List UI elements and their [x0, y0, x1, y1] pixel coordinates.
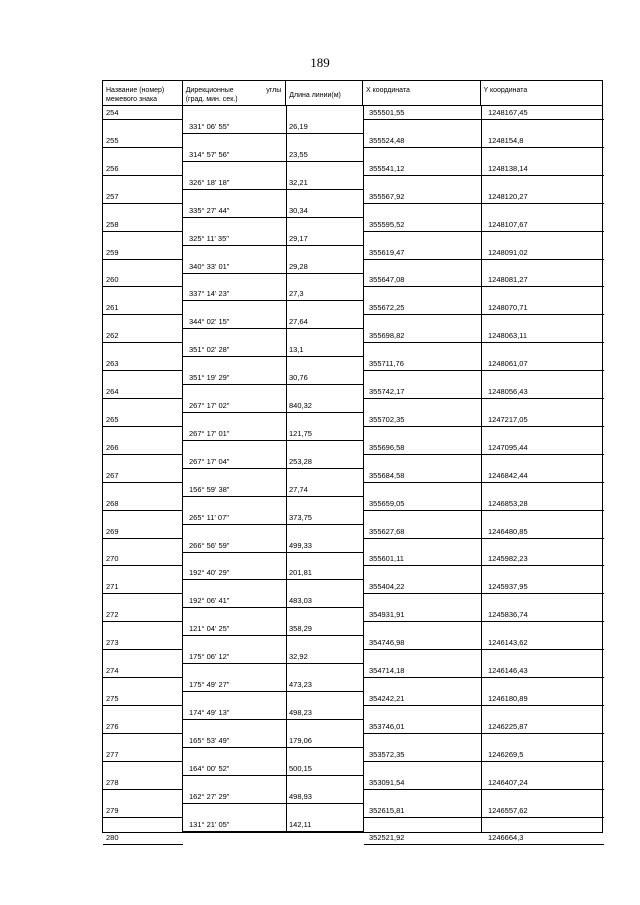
point-name: 268	[106, 498, 119, 508]
segment-row	[103, 511, 602, 525]
y-coordinate: 1248107,67	[488, 219, 528, 229]
segment-row	[103, 315, 602, 329]
line-length: 32,92	[289, 652, 308, 662]
x-coordinate: 354714,18	[369, 666, 405, 675]
direction-angle: 165° 53' 49"	[189, 735, 230, 745]
y-coordinate: 1246664,3	[488, 833, 524, 843]
point-row	[103, 441, 602, 455]
x-coordinate: 354242,21	[369, 693, 405, 703]
y-coordinate: 1246146,43	[488, 666, 528, 675]
direction-angle: 314° 57' 56"	[189, 149, 230, 159]
segment-row	[103, 120, 602, 134]
line-length: 498,93	[289, 791, 312, 801]
header-line-length: Длина линии(м)	[286, 81, 363, 105]
y-coordinate: 1246143,62	[488, 638, 528, 648]
point-row	[103, 357, 602, 371]
point-row	[103, 190, 602, 204]
direction-angle: 164° 00' 52"	[189, 763, 230, 773]
x-coordinate: 355672,25	[369, 303, 405, 313]
row-line	[183, 273, 364, 274]
row-line	[364, 844, 604, 845]
point-name: 270	[106, 554, 119, 564]
x-coordinate: 355696,58	[369, 442, 405, 452]
row-line	[183, 635, 364, 636]
x-coordinate: 355698,82	[369, 331, 405, 341]
point-row	[103, 385, 602, 399]
segment-row	[103, 343, 602, 357]
row-line	[183, 189, 364, 190]
header-point-name-line1: Название (номер)	[106, 87, 165, 94]
y-coordinate: 1248091,02	[488, 247, 528, 257]
x-coordinate: 353572,35	[369, 749, 405, 759]
point-name: 279	[106, 805, 119, 815]
y-coordinate: 1248061,07	[488, 359, 528, 369]
coordinates-table	[102, 80, 603, 843]
line-length: 29,28	[289, 261, 308, 271]
line-length: 500,15	[289, 763, 312, 773]
point-name: 272	[106, 610, 119, 620]
point-row	[103, 720, 602, 734]
y-coordinate: 1246557,62	[488, 805, 528, 815]
line-length: 121,75	[289, 428, 312, 438]
x-coordinate: 354931,91	[369, 610, 405, 620]
y-coordinate: 1248056,43	[488, 387, 528, 396]
x-coordinate: 354746,98	[369, 638, 405, 648]
x-coordinate: 355404,22	[369, 582, 405, 592]
point-row	[103, 608, 602, 622]
x-coordinate: 355619,47	[369, 247, 405, 257]
line-length: 358,29	[289, 624, 312, 634]
direction-angle: 337° 14' 23"	[189, 289, 230, 299]
point-row	[103, 692, 602, 706]
point-row	[103, 329, 602, 343]
direction-angle: 162° 27' 29"	[189, 791, 230, 801]
row-line	[183, 775, 364, 776]
segment-row	[103, 204, 602, 218]
header-angle-line2: (град. мин. сек.)	[185, 96, 238, 103]
row-line	[183, 133, 364, 134]
point-name: 275	[106, 693, 119, 703]
direction-angle: 267° 17' 04"	[189, 456, 230, 466]
page-number: 189	[310, 55, 330, 70]
y-coordinate: 1246269,5	[488, 749, 524, 759]
segment-row	[103, 483, 602, 497]
point-name: 256	[106, 163, 119, 173]
point-row	[103, 664, 602, 678]
point-name: 260	[106, 275, 119, 285]
segment-row	[103, 176, 602, 190]
x-coordinate: 355501,55	[369, 108, 405, 117]
x-coordinate: 355595,52	[369, 219, 405, 229]
row-line	[183, 747, 364, 748]
point-name: 255	[106, 135, 119, 145]
line-length: 483,03	[289, 596, 312, 606]
point-row	[103, 246, 602, 260]
point-name: 267	[106, 470, 119, 480]
point-row	[103, 106, 602, 120]
line-length: 27,64	[289, 317, 308, 327]
x-coordinate: 353091,54	[369, 777, 405, 787]
direction-angle: 267° 17' 01"	[189, 428, 230, 438]
line-length: 32,21	[289, 177, 308, 187]
segment-row	[103, 287, 602, 301]
x-coordinate: 352521,92	[369, 833, 405, 843]
point-row	[103, 831, 602, 845]
line-length: 29,17	[289, 233, 308, 243]
point-row	[103, 162, 602, 176]
point-row	[103, 301, 602, 315]
segment-row	[103, 790, 602, 804]
y-coordinate: 1246853,28	[488, 498, 528, 508]
point-name: 263	[106, 359, 119, 369]
point-row	[103, 636, 602, 650]
line-length: 373,75	[289, 512, 312, 522]
x-coordinate: 355742,17	[369, 387, 405, 396]
y-coordinate: 1248167,45	[488, 108, 528, 117]
header-x-coordinate: X координата	[363, 81, 481, 105]
y-coordinate: 1248063,11	[488, 331, 528, 341]
direction-angle: 175° 49' 27"	[189, 680, 230, 689]
segment-row	[103, 594, 602, 608]
line-length: 840,32	[289, 401, 312, 410]
direction-angle: 325° 11' 35"	[189, 233, 229, 243]
point-row	[103, 748, 602, 762]
point-name: 261	[106, 303, 119, 313]
point-name: 258	[106, 219, 119, 229]
x-coordinate: 355684,58	[369, 470, 405, 480]
x-coordinate: 355627,68	[369, 526, 405, 536]
point-row	[103, 525, 602, 539]
line-length: 499,33	[289, 540, 312, 550]
segment-row	[103, 762, 602, 776]
row-line	[183, 300, 364, 301]
point-row	[103, 776, 602, 790]
x-coordinate: 355647,08	[369, 275, 405, 285]
segment-row	[103, 706, 602, 720]
direction-angle: 267° 17' 02"	[189, 401, 230, 410]
direction-angle: 175° 06' 12"	[189, 652, 230, 662]
x-coordinate: 355659,05	[369, 498, 405, 508]
row-line	[183, 607, 364, 608]
row-line	[183, 803, 364, 804]
header-angle-line1b: углы	[266, 87, 282, 94]
row-line	[103, 844, 183, 845]
point-row	[103, 134, 602, 148]
point-name: 273	[106, 638, 119, 648]
point-name: 265	[106, 414, 119, 424]
table-header	[102, 80, 603, 106]
header-point-name	[103, 81, 183, 105]
segment-row	[103, 818, 602, 832]
line-length: 30,76	[289, 373, 308, 383]
direction-angle: 351° 19' 29"	[189, 373, 230, 383]
table-body	[102, 106, 603, 843]
point-name: 257	[106, 191, 119, 201]
segment-row	[103, 622, 602, 636]
direction-angle: 156° 59' 38"	[189, 484, 230, 494]
segment-row	[103, 566, 602, 580]
point-name: 278	[106, 777, 119, 787]
header-y-coordinate: Y координата	[483, 87, 528, 94]
direction-angle: 335° 27' 44"	[189, 205, 230, 215]
line-length: 23,55	[289, 149, 308, 159]
header-point-name-line2: межевого знака	[106, 96, 158, 103]
segment-row	[103, 678, 602, 692]
direction-angle: 131° 21' 05"	[189, 819, 230, 829]
row-line	[183, 440, 364, 441]
line-length: 27,74	[289, 484, 308, 494]
x-coordinate: 353746,01	[369, 721, 405, 731]
row-line	[183, 831, 364, 832]
y-coordinate: 1247095,44	[488, 442, 528, 452]
direction-angle: 265° 11' 07"	[189, 512, 229, 522]
segment-row	[103, 232, 602, 246]
row-line	[183, 412, 364, 413]
segment-row	[103, 539, 602, 553]
x-coordinate: 355541,12	[369, 163, 405, 173]
point-name: 276	[106, 721, 119, 731]
row-line	[183, 384, 364, 385]
x-coordinate: 355711,76	[369, 359, 404, 369]
point-name: 259	[106, 247, 119, 257]
y-coordinate: 1245836,74	[488, 610, 528, 620]
row-line	[183, 496, 364, 497]
header-direction-angle	[183, 81, 287, 105]
point-row	[103, 804, 602, 818]
direction-angle: 340° 33' 01"	[189, 261, 230, 271]
direction-angle: 266° 56' 59"	[189, 540, 230, 550]
segment-row	[103, 260, 602, 274]
x-coordinate: 355524,48	[369, 135, 405, 145]
line-length: 27,3	[289, 289, 304, 299]
y-coordinate: 1246842,44	[488, 470, 528, 480]
row-line	[183, 217, 364, 218]
y-coordinate: 1248154,8	[488, 135, 524, 145]
line-length: 498,23	[289, 707, 312, 717]
point-name: 277	[106, 749, 119, 759]
point-row	[103, 469, 602, 483]
point-row	[103, 580, 602, 594]
segment-row	[103, 427, 602, 441]
y-coordinate: 1246407,24	[488, 777, 528, 787]
y-coordinate: 1248120,27	[488, 191, 528, 201]
point-row	[103, 497, 602, 511]
point-name: 266	[106, 442, 119, 452]
x-coordinate: 355567,92	[369, 191, 405, 201]
y-coordinate: 1246180,89	[488, 693, 528, 703]
line-length: 253,28	[289, 456, 312, 466]
x-coordinate: 355702,35	[369, 414, 405, 424]
line-length: 30,34	[289, 205, 308, 215]
segment-row	[103, 455, 602, 469]
line-length: 26,19	[289, 122, 308, 131]
row-line	[183, 719, 364, 720]
point-row	[103, 413, 602, 427]
point-name: 262	[106, 331, 119, 341]
direction-angle: 351° 02' 28"	[189, 345, 230, 355]
line-length: 179,06	[289, 735, 312, 745]
point-name: 274	[106, 666, 119, 675]
y-coordinate: 1248138,14	[488, 163, 528, 173]
line-length: 473,23	[289, 680, 312, 689]
row-line	[183, 161, 364, 162]
y-coordinate: 1246225,87	[488, 721, 528, 731]
direction-angle: 326° 18' 18"	[189, 177, 230, 187]
line-length: 13,1	[289, 345, 304, 355]
point-name: 264	[106, 387, 119, 396]
segment-row	[103, 371, 602, 385]
segment-row	[103, 399, 602, 413]
point-name: 271	[106, 582, 119, 592]
point-name: 269	[106, 526, 119, 536]
point-row	[103, 552, 602, 566]
row-line	[183, 468, 364, 469]
row-line	[183, 356, 364, 357]
point-row	[103, 273, 602, 287]
header-angle-line1: Дирекционные	[185, 87, 234, 94]
x-coordinate: 352615,81	[369, 805, 405, 815]
segment-row	[103, 734, 602, 748]
direction-angle: 344° 02' 15"	[189, 317, 230, 327]
direction-angle: 192° 06' 41"	[189, 596, 230, 606]
y-coordinate: 1245937,95	[488, 582, 528, 592]
point-name: 254	[106, 108, 119, 117]
direction-angle: 192° 40' 29"	[189, 568, 230, 578]
y-coordinate: 1248081,27	[488, 275, 528, 285]
y-coordinate: 1247217,05	[488, 414, 528, 424]
line-length: 142,11	[289, 819, 312, 829]
point-name: 280	[106, 833, 119, 843]
point-row	[103, 218, 602, 232]
direction-angle: 121° 04' 25"	[189, 624, 230, 634]
direction-angle: 174° 49' 13"	[189, 707, 230, 717]
y-coordinate: 1248070,71	[488, 303, 528, 313]
row-line	[183, 552, 364, 553]
direction-angle: 331° 06' 55"	[189, 122, 230, 131]
row-line	[183, 524, 364, 525]
x-coordinate: 355601,11	[369, 554, 404, 564]
line-length: 201,81	[289, 568, 312, 578]
row-line	[183, 663, 364, 664]
segment-row	[103, 650, 602, 664]
row-line	[183, 691, 364, 692]
row-line	[183, 245, 364, 246]
y-coordinate: 1245982,23	[488, 554, 528, 564]
segment-row	[103, 148, 602, 162]
row-line	[183, 579, 364, 580]
row-line	[183, 328, 364, 329]
y-coordinate: 1246480,85	[488, 526, 528, 536]
